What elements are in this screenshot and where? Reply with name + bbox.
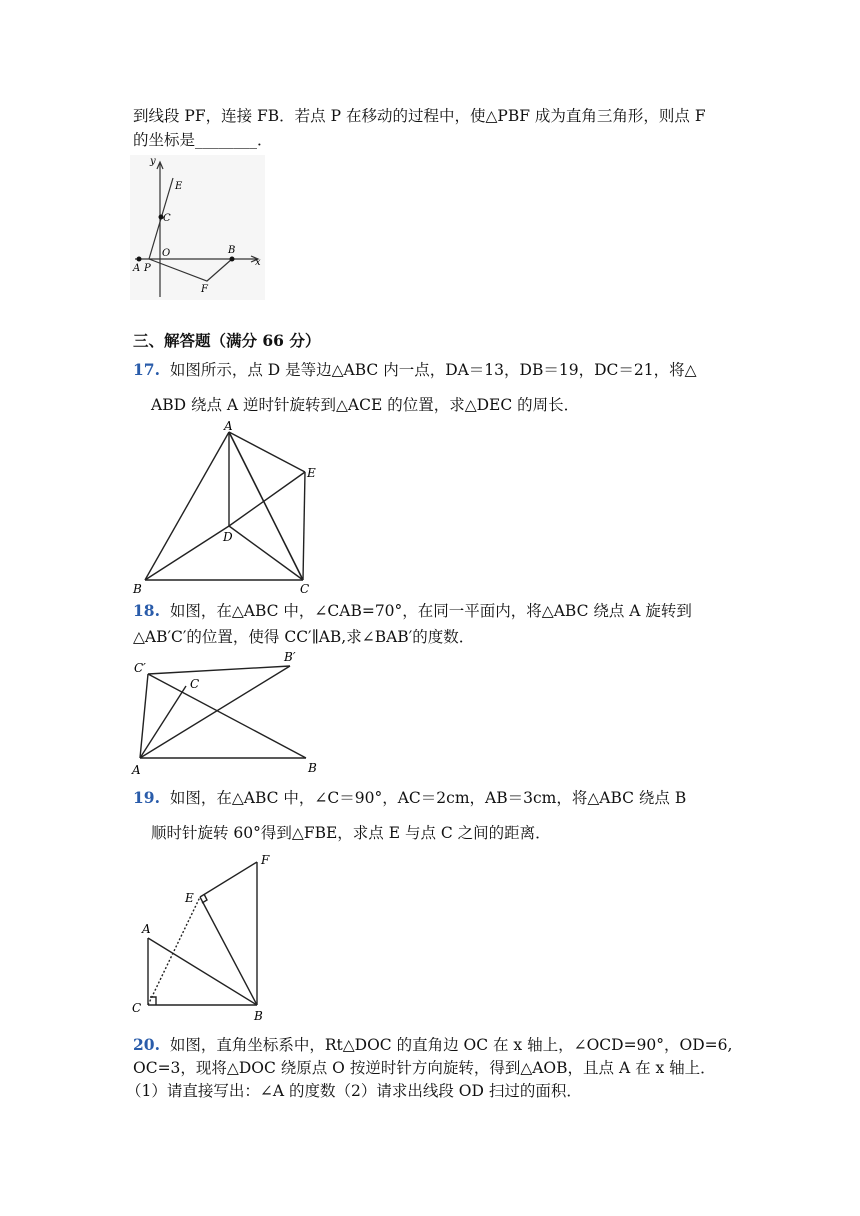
q18-number: 18. [133, 601, 160, 620]
q16-label-y: y [150, 156, 156, 167]
q20-text-line2: OC=3，现将△DOC 绕原点 O 按逆时针方向旋转，得到△AOB，且点 A 在 x 轴上． [133, 1059, 716, 1077]
q16-label-x: x [255, 257, 261, 268]
q18-label-c-prime: C′ [134, 661, 146, 675]
q17-label-d: D [223, 530, 233, 544]
q19-label-b: B [254, 1009, 263, 1022]
q18-figure [128, 648, 328, 778]
q19-number: 19. [133, 788, 160, 807]
q18-label-c: C [190, 677, 200, 691]
q18-line1 [133, 601, 692, 621]
q16-label-f: F [201, 284, 208, 295]
q19-line1 [133, 788, 686, 808]
q16-label-c: C [163, 213, 171, 224]
q16-label-o: O [162, 248, 171, 259]
q17-label-b: B [133, 582, 142, 595]
q20-number: 20. [133, 1035, 160, 1054]
q17-label-e: E [307, 466, 316, 480]
q17-text-line1: 如图所示，点 D 是等边△ABC 内一点，DA＝13，DB＝19，DC＝21，将△ [169, 361, 697, 379]
q19-label-c: C [132, 1001, 142, 1015]
q19-label-a: A [142, 922, 151, 936]
q17-number: 17. [133, 360, 160, 379]
q20-line1 [133, 1035, 732, 1055]
q19-text-line2: 顺时针旋转 60°得到△FBE，求点 E 与点 C 之间的距离． [151, 824, 551, 842]
q16-text-line2: 的坐标是________． [133, 131, 273, 149]
q16-label-e: E [175, 181, 183, 192]
q18-text-line1: 如图，在△ABC 中，∠CAB=70°，在同一平面内，将△ABC 绕点 A 旋转到 [169, 602, 692, 620]
q18-label-b: B [308, 761, 317, 775]
q19-text-line1: 如图，在△ABC 中，∠C＝90°，AC＝2cm，AB＝3cm，将△ABC 绕点 B [169, 789, 687, 807]
q19-label-e: E [185, 891, 194, 905]
q18-label-b-prime: B′ [284, 650, 296, 664]
q17-text-line2: ABD 绕点 A 逆时针旋转到△ACE 的位置，求△DEC 的周长． [151, 396, 580, 414]
q17-figure [128, 420, 328, 595]
q17-label-a: A [224, 420, 233, 433]
q19-label-f: F [261, 853, 270, 867]
section-title: 三、解答题（满分 66 分） [133, 331, 321, 350]
q16-label-p: P [144, 263, 151, 274]
q20-text-line1: 如图，直角坐标系中，Rt△DOC 的直角边 OC 在 x 轴上，∠OCD=90°，OD=6, [169, 1036, 733, 1054]
q17-line1 [133, 360, 697, 380]
q18-text-line2: △AB′C′的位置，使得 CC′∥AB,求∠BAB′的度数． [133, 628, 475, 646]
q20-text-line3: （1）请直接写出：∠A 的度数（2）请求出线段 OD 扫过的面积． [126, 1082, 582, 1100]
q16-label-b: B [228, 245, 236, 256]
q16-figure [130, 155, 265, 300]
q16-text-line1: 到线段 PF，连接 FB．若点 P 在移动的过程中，使△PBF 成为直角三角形，则点 F [133, 107, 706, 125]
q16-label-a: A [133, 263, 141, 274]
q19-figure [130, 850, 280, 1022]
q18-label-a: A [132, 763, 141, 777]
q17-label-c: C [300, 582, 310, 595]
